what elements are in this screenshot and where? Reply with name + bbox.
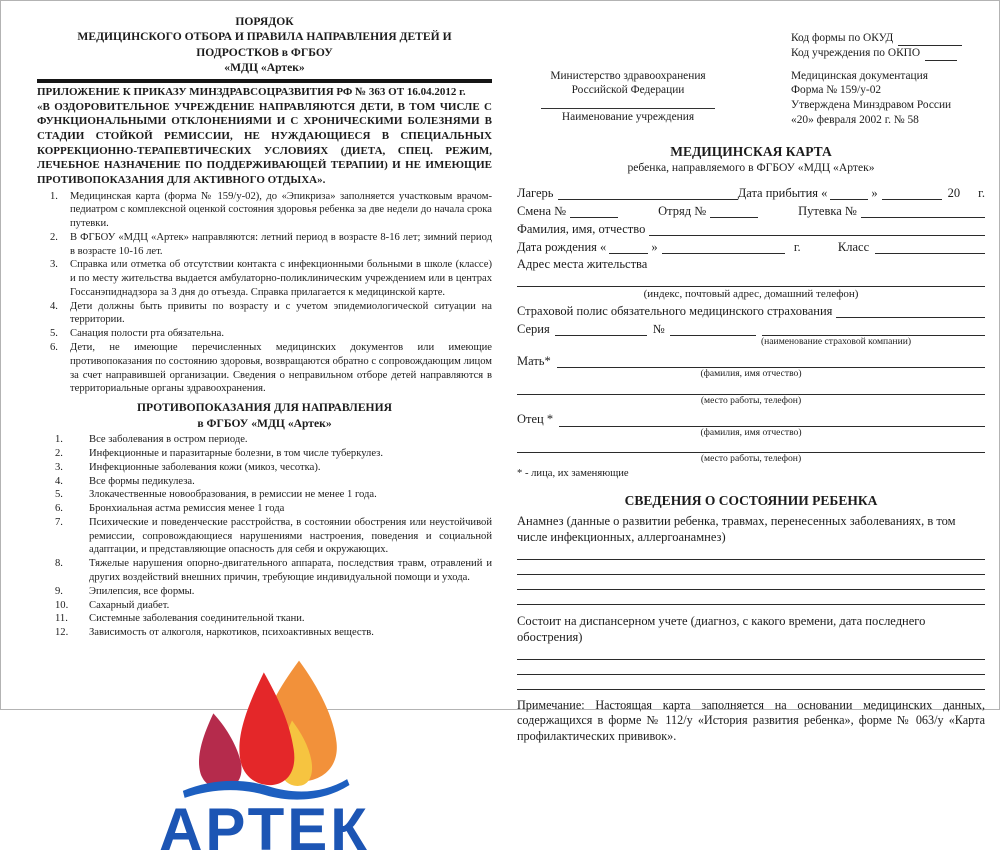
- contraindications-list-item: [47, 502, 492, 516]
- address-hint: (индекс, почтовый адрес, домашний телефон): [643, 287, 859, 300]
- mother-name-blank: [557, 355, 985, 368]
- rules-list-item: [50, 327, 492, 341]
- blank-line: [925, 48, 957, 61]
- list-item-number: 1.: [55, 434, 63, 446]
- list-item-number: 5.: [50, 328, 58, 340]
- list-item-number: 2.: [50, 231, 58, 243]
- shift-blank: [570, 205, 618, 218]
- blank-line: [517, 574, 985, 575]
- voucher-blank: [861, 205, 985, 218]
- company-blank: [762, 323, 985, 336]
- list-item-text: Психические и поведенческие расстройства, в состоянии обострения или неустойчивой ремиссии, сопровождающиеся нарушениями настроения, поведения и социальной адаптации, и представляющие опасность для себя и окружающих.: [89, 516, 492, 556]
- address-label: Адрес места жительства: [517, 257, 648, 272]
- list-item-number: 1.: [50, 190, 58, 202]
- contraindications-list-item: [47, 612, 492, 626]
- ministry-line1: Министерство здравоохранения: [550, 69, 706, 82]
- list-item-text: Сахарный диабет.: [89, 599, 170, 611]
- artek-logo: [37, 656, 492, 863]
- rules-list-item: [50, 341, 492, 396]
- list-item-text: Санация полости рта обязательна.: [70, 328, 224, 340]
- father-name-hint: (фамилия, имя отчество): [700, 426, 802, 438]
- mother-work-hint: (место работы, телефон): [700, 394, 802, 406]
- list-item-number: 5.: [55, 489, 63, 501]
- camp-label: Лагерь: [517, 185, 554, 200]
- contraindications-list-item: [47, 585, 492, 599]
- birth-quote-close: »: [651, 239, 658, 254]
- blank-line: [517, 286, 985, 287]
- father-name-blank: [559, 414, 985, 427]
- contraindications-title-line1: ПРОТИВОПОКАЗАНИЯ ДЛЯ НАПРАВЛЕНИЯ: [137, 401, 392, 415]
- list-item-text: Бронхиальная астма ремиссия менее 1 года: [89, 503, 285, 515]
- contraindications-list-item: [47, 557, 492, 585]
- list-item-number: 3.: [50, 259, 58, 271]
- policy-blank: [836, 305, 985, 318]
- camp-blank: [558, 187, 738, 200]
- voucher-label: Путевка №: [798, 203, 857, 218]
- rules-list-item: [50, 190, 492, 231]
- contraindications-list: [47, 433, 492, 639]
- arrival-date-label: Дата прибытия «: [737, 185, 828, 200]
- list-item-number: 2.: [55, 448, 63, 460]
- list-item-number: 3.: [55, 461, 63, 473]
- list-item-text: Эпилепсия, все формы.: [89, 585, 195, 597]
- procedure-title: [37, 14, 492, 75]
- list-item-text: Все формы педикулеза.: [89, 475, 195, 487]
- list-item-text: В ФГБОУ «МДЦ «Артек» направляются: летний период в возрасте 8-16 лет; зимний период в возрасте 10-16 лет.: [70, 231, 492, 257]
- arrival-year-suffix: г.: [978, 185, 985, 200]
- company-hint: (наименование страховой компании): [760, 336, 912, 348]
- okud-org-label: Код учреждения по ОКПО: [791, 46, 921, 59]
- contraindications-list-item: [47, 516, 492, 557]
- rules-list-item: [50, 231, 492, 259]
- doc-block-line4: «20» февраля 2002 г. № 58: [791, 114, 919, 127]
- arrival-year-prefix: 20: [947, 185, 961, 200]
- blank-line: [517, 689, 985, 690]
- okud-codes: [791, 31, 985, 61]
- procedure-title-line1: ПОРЯДОК: [235, 15, 294, 28]
- anamnesis-paragraph: Анамнез (данные о развитии ребенка, травмах, перенесенных заболеваниях, в том числе инфекционных, аллергоанамнез): [517, 513, 956, 544]
- ministry-line2: Российской Федерации: [571, 84, 685, 97]
- blank-line: [517, 589, 985, 590]
- birth-date-label: Дата рождения «: [517, 239, 607, 254]
- blank-line: [517, 604, 985, 605]
- contraindications-title-line2: в ФГБОУ «МДЦ «Артек»: [197, 416, 332, 430]
- okud-form-label: Код формы по ОКУД: [791, 32, 894, 44]
- list-item-number: 11.: [55, 613, 68, 625]
- blank-line: [898, 33, 962, 46]
- full-name-blank: [649, 223, 985, 236]
- blank-line: [517, 559, 985, 560]
- procedure-title-line3: «МДЦ «Артек»: [224, 60, 305, 74]
- arrival-month-blank: [882, 187, 942, 200]
- policy-label: Страховой полис обязательного медицинского страхования: [517, 303, 833, 318]
- contraindications-list-item: [47, 626, 492, 640]
- dispensary-paragraph: Состоит на диспансерном учете (диагноз, с какого времени, дата последнего обострения): [517, 613, 926, 644]
- procedure-title-line2: МЕДИЦИНСКОГО ОТБОРА И ПРАВИЛА НАПРАВЛЕНИЯ ДЕТЕЙ И ПОДРОСТКОВ в ФГБОУ: [77, 30, 452, 59]
- right-page: [517, 31, 985, 745]
- substitutes-footnote: * - лица, их заменяющие: [517, 467, 629, 479]
- list-item-number: 4.: [50, 300, 58, 312]
- contraindications-list-item: [47, 488, 492, 502]
- policy-number-blank: [670, 323, 756, 336]
- unit-blank: [710, 205, 758, 218]
- anamnesis-blank-row: [517, 604, 985, 605]
- list-item-text: Дети должны быть привиты по возрасту и с учетом эпидемиологической ситуации на территории.: [70, 300, 492, 326]
- note-paragraph: Примечание: Настоящая карта заполняется на основании медицинских данных, содержащихся в форме № 112/у «История развития ребенка», форме № 063/у «Карта профилактических прививок».: [517, 697, 985, 743]
- contraindications-list-item: [47, 433, 492, 447]
- appendix-body: «В ОЗДОРОВИТЕЛЬНОЕ УЧРЕЖДЕНИЕ НАПРАВЛЯЮТСЯ ДЕТИ, В ТОМ ЧИСЛЕ С ФУНКЦИОНАЛЬНЫМИ ОТКЛОНЕНИЯМИ И С ХРОНИЧЕСКИМИ БОЛЕЗНЯМИ В СТАДИИ СТОЙКОЙ РЕМИССИИ, НЕ НУЖДАЮЩИЕСЯ В СПЕЦИАЛЬНЫХ КОРРЕКЦИОННО-ТЕРАПЕВТИЧЕСКИХ УСЛОВИЯХ (ДИЕТА, СПЕЦ. РЕЖИМ, ЛЕЧЕБНОЕ НАЗНАЧЕНИЕ ПО ПОДДЕРЖИВАЮЩЕЙ ТЕРАПИИ) И НЕ ИМЕЮЩИЕ ПРОТИВОПОКАЗАНИЯ ДЛЯ АКТИВНОГО ОТДЫХА».: [37, 100, 492, 186]
- anamnesis-blank-row: [517, 574, 985, 575]
- shift-label: Смена №: [517, 203, 567, 218]
- appendix-paragraph: [37, 85, 492, 187]
- list-item-number: 12.: [55, 627, 69, 639]
- contraindications-list-item: [47, 461, 492, 475]
- artek-wordmark: АРТЕК: [159, 795, 370, 863]
- blank-line: [517, 659, 985, 660]
- form-approval-block: [791, 69, 985, 128]
- list-item-number: 10.: [55, 599, 69, 611]
- mother-name-hint: (фамилия, имя отчество): [700, 368, 802, 380]
- list-item-number: 8.: [55, 558, 63, 570]
- blank-line: [517, 674, 985, 675]
- list-item-text: Медицинская карта (форма № 159/у-02), до «Эпикриза» заполняется участковым врачом-педиатром с комплексной оценкой состояния здоровья ребенка за две недели до начала срока путевки.: [70, 190, 492, 230]
- appendix-heading: ПРИЛОЖЕНИЕ К ПРИКАЗУ МИНЗДРАВСОЦРАЗВИТИЯ РФ № 363 ОТ 16.04.2012 г.: [37, 86, 466, 99]
- father-work-hint: (место работы, телефон): [700, 453, 802, 465]
- dispensary-blank-row: [517, 659, 985, 660]
- dispensary-blank-row: [517, 689, 985, 690]
- dispensary-blank-row: [517, 674, 985, 675]
- list-item-text: Инфекционные заболевания кожи (микоз, чесотка).: [89, 461, 321, 473]
- institution-name-line: Наименование учреждения: [541, 108, 715, 125]
- father-label: Отец *: [517, 412, 554, 427]
- anamnesis-blank-row: [517, 589, 985, 590]
- contraindications-title: [37, 400, 492, 431]
- contraindications-list-item: [47, 447, 492, 461]
- list-item-text: Злокачественные новообразования, в ремиссии не менее 1 года.: [89, 489, 377, 501]
- birth-year-suffix: г.: [793, 239, 801, 254]
- list-item-text: Инфекционные и паразитарные болезни, в том числе туберкулез.: [89, 448, 383, 460]
- arrival-day-blank: [830, 187, 868, 200]
- series-label: Серия: [517, 321, 550, 336]
- ministry-block: [517, 69, 739, 128]
- series-blank: [555, 323, 647, 336]
- list-item-number: 7.: [55, 516, 63, 528]
- list-item-text: Системные заболевания соединительной ткани.: [89, 613, 305, 625]
- doc-block-line1: Медицинская документация: [791, 69, 928, 82]
- card-title: МЕДИЦИНСКАЯ КАРТА: [670, 143, 832, 159]
- list-item-text: Дети, не имеющие перечисленных медицинских документов или имеющие противопоказания по состоянию здоровья, возвращаются обратно с сопровождающим лицом за счет направившей организации. Сведения о неправильном отборе детей направляются в территориальные органы здравоохранения.: [70, 341, 492, 395]
- birth-month-blank: [662, 241, 785, 254]
- unit-label: Отряд №: [658, 203, 707, 218]
- arrival-quote-close: »: [871, 185, 878, 200]
- rules-list: [50, 190, 492, 396]
- list-item-number: 6.: [50, 341, 58, 353]
- doc-block-line2: Форма № 159/у-02: [791, 84, 882, 97]
- flame-crimson: [198, 713, 241, 789]
- mother-label: Мать*: [517, 353, 551, 368]
- rules-list-item: [50, 258, 492, 299]
- list-item-text: Зависимость от алкоголя, наркотиков, психоактивных веществ.: [89, 627, 374, 639]
- list-item-text: Справка или отметка об отсутствии контакта с инфекционными больными в школе (классе) и по месту жительства выдается амбулаторно-поликлиническим учреждением или в центрах Госсанэпиднадзора за 3 дня до отъезда. Справка прилагается к медицинской карте.: [70, 259, 492, 298]
- list-item-number: 6.: [55, 503, 63, 515]
- address-blank-row: [517, 286, 985, 287]
- list-item-text: Все заболевания в остром периоде.: [89, 434, 248, 446]
- anamnesis-blank-row: [517, 559, 985, 560]
- list-item-number: 4.: [55, 475, 63, 487]
- birth-day-blank: [609, 241, 648, 254]
- flame-icon: [177, 656, 353, 806]
- list-item-text: Тяжелые нарушения опорно-двигательного аппарата, последствия травм, отравлений и других воздействий внешних причин, требующие индивидуальной помощи и ухода.: [89, 558, 492, 583]
- policy-number-label: №: [652, 321, 665, 336]
- grade-blank: [875, 241, 985, 254]
- child-info-heading: СВЕДЕНИЯ О СОСТОЯНИИ РЕБЕНКА: [624, 492, 878, 508]
- left-page: [37, 14, 492, 863]
- contraindications-list-item: [47, 599, 492, 613]
- grade-label: Класс: [837, 239, 870, 254]
- card-subtitle: ребенка, направляемого в ФГБОУ «МДЦ «Артек»: [627, 160, 875, 174]
- doc-block-line3: Утверждена Минздравом России: [791, 99, 952, 112]
- rules-list-item: [50, 300, 492, 328]
- contraindications-list-item: [47, 475, 492, 489]
- full-name-label: Фамилия, имя, отчество: [517, 221, 646, 236]
- list-item-number: 9.: [55, 585, 63, 597]
- divider-rule: [37, 79, 492, 83]
